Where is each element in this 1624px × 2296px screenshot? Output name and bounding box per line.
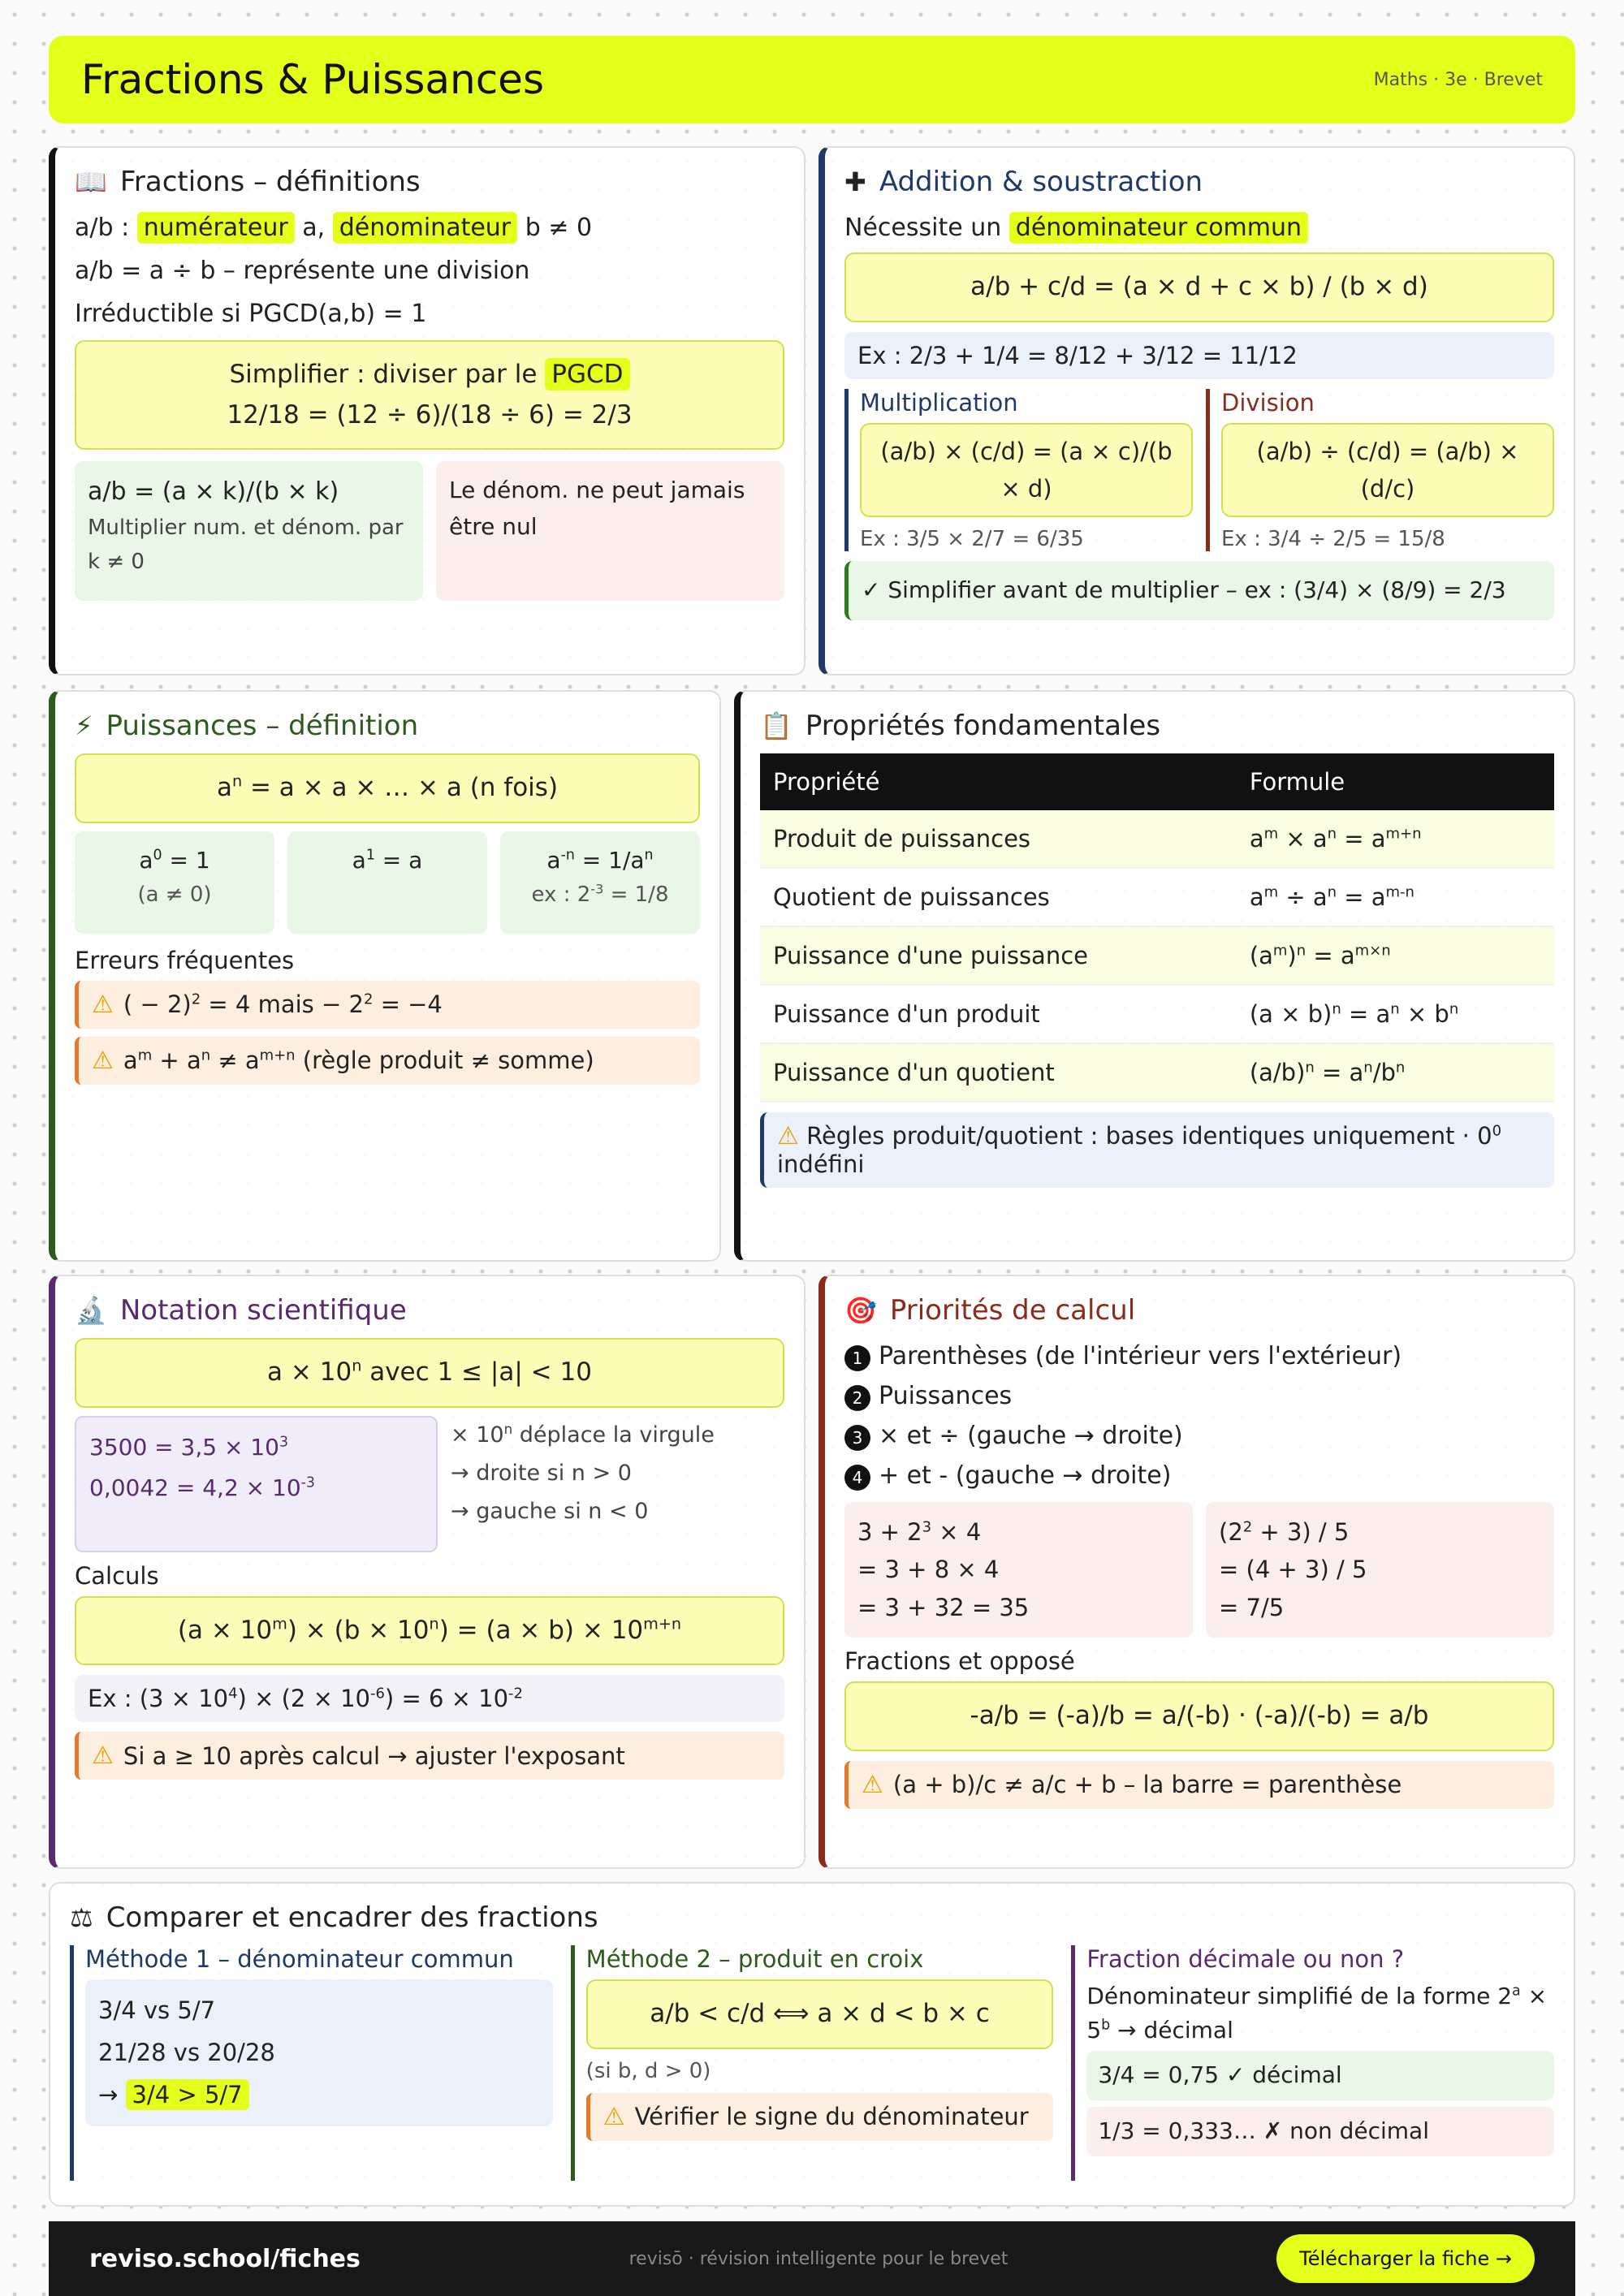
power-definition: $a^n = a \times a$ × … × a (n fois) <box>75 753 700 823</box>
table-row: Quotient de puissances $a^m \div a^n = a^{m-n}$ <box>760 868 1554 926</box>
addition-example: Ex : 2/3 + 1/4 = 8/12 + 3/12 = 11/12 <box>844 332 1554 379</box>
card-title: ⚡ Puissances – définition <box>75 710 419 742</box>
power-zero: $a^0 = 1$ (a ≠ 0) <box>75 831 274 934</box>
site-link[interactable]: reviso.school/fiches <box>89 2244 361 2273</box>
calc-formula: $(a \times 10^m) \times (b \times 10^n) = (a \times b) \times 10^{m+n}$ <box>75 1596 784 1666</box>
simplify-box: Simplifier : diviser par le PGCD 12/18 = (12 ÷ 6)/(18 ÷ 6) = 2/3 <box>75 340 784 450</box>
denominator-warning: Le dénom. ne peut jamais être nul <box>436 461 784 601</box>
rules-note: ⚠ Règles produit/quotient : bases identiques uniquement · $0^0$ indéfini <box>760 1112 1554 1188</box>
card-title: 📋 Propriétés fondamentales <box>760 710 1161 742</box>
card-title: 🎯 Priorités de calcul <box>844 1294 1136 1327</box>
card-priorites <box>818 1275 1575 1869</box>
irreducible-line: Irréductible si PGCD(a,b) = 1 <box>75 300 427 328</box>
clipboard-icon: 📋 <box>760 710 793 741</box>
division-block: Division (a/b) ÷ (c/d) = (a/b) × (d/c) Ex : 3/4 ÷ 2/5 = 15/8 <box>1206 389 1554 552</box>
addition-formula: a/b + c/d = (a × d + c × b) / (b × d) <box>844 252 1554 322</box>
method-2: Méthode 2 – produit en croix a/b < c/d ⟺ a × d < b × c (si b, d > 0) ⚠ Vérifier le signe du dénominateur <box>571 1945 1054 2181</box>
scale-icon: ⚖ <box>70 1902 93 1933</box>
book-icon: 📖 <box>75 166 107 197</box>
scientific-formula: $a \times 10^n$ avec 1 ≤ |a| < 10 <box>75 1338 784 1408</box>
card-proprietes <box>734 690 1575 1262</box>
examples-box: $3500 = 3,5 \times 10^3$ $0,0042 = 4,2 \times 10^{-3}$ <box>75 1416 438 1552</box>
level-tag: Maths · 3e · Brevet <box>1373 69 1543 90</box>
error-warning-2: ⚠ $a^m + a^n \ne a^{m+n}$ (règle produit ≠ somme) <box>75 1037 700 1085</box>
priority-3: 3 × et ÷ (gauche → droite) <box>844 1418 1554 1454</box>
priority-example-2: $(2^2 + 3) / 5$ = (4 + 3) / 5 = 7/5 <box>1206 1502 1554 1638</box>
properties-table: Propriété Formule Produit de puissances $a^m \times a^n = a^{m+n}$ Quotient de puissances $a^m \div a^n = a^{m-n}$ Puissance d'une puissance $(a^m)^n = a^{m\times n}$ Puissance d'un produit $(a \times b)^n = a^n \times b^n$ Puissance d'un quotient $(a/b)^n = a^n/b^n$ <box>760 753 1554 1103</box>
method-1: Méthode 1 – dénominateur commun 3/4 vs 5/7 21/28 vs 20/28 → 3/4 > 5/7 <box>70 1945 553 2181</box>
error-warning-1: ⚠ ( − 2)$^2$ = 4 mais − $2^2 = -4$ <box>75 981 700 1029</box>
power-one: $a^1 = a$ <box>287 831 487 934</box>
target-icon: 🎯 <box>844 1295 877 1326</box>
priority-1: 1 Parenthèses (de l'intérieur vers l'extérieur) <box>844 1338 1554 1375</box>
warning-icon: ⚠ <box>92 1046 114 1075</box>
table-row: Puissance d'un quotient $(a/b)^n = a^n/b^n$ <box>760 1043 1554 1102</box>
opposite-formula: -a/b = (-a)/b = a/(-b) · (-a)/(-b) = a/b <box>844 1681 1554 1751</box>
common-denominator: Nécessite un dénominateur commun <box>844 209 1554 246</box>
page-title: Fractions & Puissances <box>81 56 544 103</box>
multiplication-block: Multiplication (a/b) × (c/d) = (a × c)/(b × d) Ex : 3/5 × 2/7 = 6/35 <box>844 389 1193 552</box>
bar-warning: ⚠ (a + b)/c ≠ a/c + b – la barre = parenthèse <box>844 1761 1554 1809</box>
simplify-tip: ✓ Simplifier avant de multiplier – ex : (3/4) × (8/9) = 2/3 <box>844 561 1554 620</box>
card-addition <box>818 146 1575 675</box>
errors-title: Erreurs fréquentes <box>75 946 295 974</box>
footer <box>49 2221 1575 2296</box>
card-title: 🔬 Notation scientifique <box>75 1294 407 1327</box>
card-puissances <box>49 690 721 1262</box>
warning-icon: ⚠ <box>777 1122 799 1150</box>
card-comparer <box>49 1882 1575 2207</box>
multiply-note: a/b = (a × k)/(b × k) Multiplier num. et dénom. par k ≠ 0 <box>75 461 423 601</box>
warning-icon: ⚠ <box>862 1770 883 1799</box>
warning-icon: ⚠ <box>603 2102 625 2131</box>
card-fractions <box>49 146 806 675</box>
bolt-icon: ⚡ <box>75 710 93 741</box>
warning-icon: ⚠ <box>92 990 114 1019</box>
warning-icon: ⚠ <box>92 1741 114 1771</box>
exponent-warning: ⚠ Si a ≥ 10 après calcul → ajuster l'exposant <box>75 1732 784 1780</box>
rules-list: × $10^n$ déplace la virgule → droite si n > 0 → gauche si n < 0 <box>451 1420 715 1525</box>
division-line: a/b = a ÷ b – représente une division <box>75 257 530 285</box>
table-row: Puissance d'un produit $(a \times b)^n = a^n \times b^n$ <box>760 985 1554 1043</box>
table-row: Puissance d'une puissance $(a^m)^n = a^{m\times n}$ <box>760 926 1554 985</box>
table-row: Produit de puissances $a^m \times a^n = a^{m+n}$ <box>760 810 1554 868</box>
priority-example-1: $3 + 2^3 \times 4$ = 3 + 8 × 4 = 3 + 32 = 35 <box>844 1502 1193 1638</box>
method-3: Fraction décimale ou non ? Dénominateur simplifié de la forme $2^a \times 5^b$ → décimal 3/4 = 0,75 ✓ décimal 1/3 = 0,333… ✗ non décimal <box>1071 1945 1554 2181</box>
power-negative: $a^{-n} = 1/a^n$ ex : $2^{-3} = 1/8$ <box>500 831 700 934</box>
card-title: 📖 Fractions – définitions <box>75 166 421 198</box>
calc-example: Ex : $(3 \times 10^4) \times (2 \times 10^{-6}) = 6 \times 10^{-2}$ <box>75 1675 784 1722</box>
plus-icon: ✚ <box>844 166 866 197</box>
opposite-title: Fractions et opposé <box>844 1647 1075 1676</box>
card-title: ✚ Addition & soustraction <box>844 166 1203 198</box>
card-notation <box>49 1275 806 1869</box>
definition-line: a/b : numérateur a, dénominateur b ≠ 0 <box>75 214 593 242</box>
download-button[interactable]: Télécharger la fiche → <box>1276 2234 1535 2283</box>
card-title: ⚖ Comparer et encadrer des fractions <box>70 1901 598 1934</box>
header-banner <box>49 36 1575 123</box>
footer-tagline: revisō · révision intelligente pour le brevet <box>628 2248 1009 2269</box>
priority-4: 4 + et - (gauche → droite) <box>844 1457 1554 1494</box>
microscope-icon: 🔬 <box>75 1295 107 1326</box>
calc-title: Calculs <box>75 1561 159 1590</box>
priority-2: 2 Puissances <box>844 1378 1554 1414</box>
